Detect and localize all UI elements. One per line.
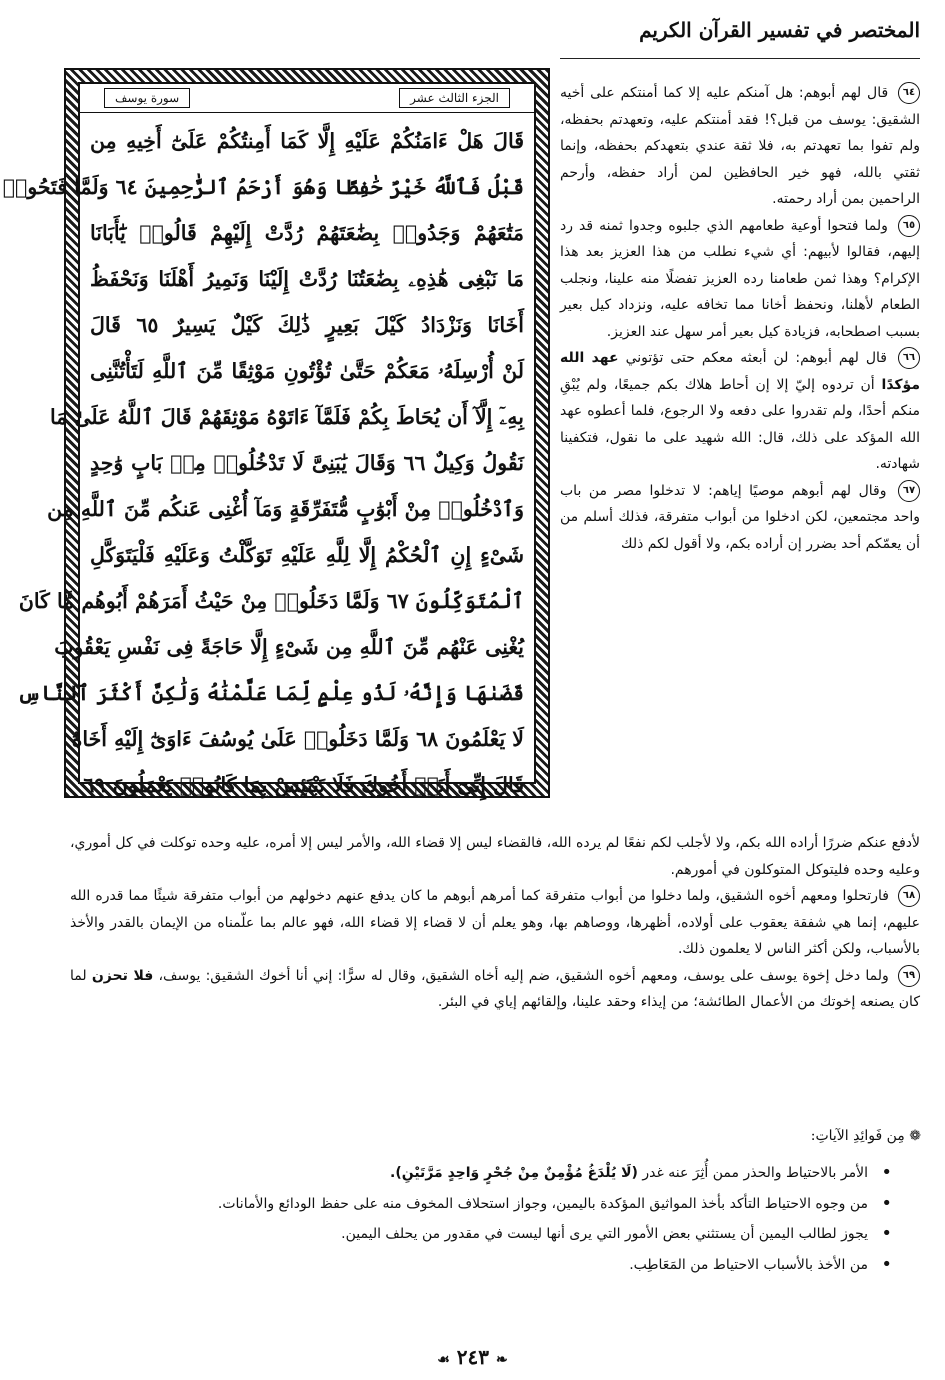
- commentary-text: ولما دخل إخوة يوسف على يوسف، ومعهم أخوه الشقيق، ضم إليه أخاه الشقيق، وقال له سرًّا: إني أنا أخوك الشقيق: يوسف،: [153, 967, 889, 984]
- commentary-full-width: [70, 830, 920, 1016]
- commentary-side-column: [560, 80, 920, 557]
- verse-line: قَالَ إِنِّىٓ أَنَا۠ أَخُوكَ فَلَا تَبْتَئِسْ بِمَا كَانُوا۟ يَعْمَلُونَ ٦٩: [83, 773, 524, 797]
- commentary-text: أن تردوه إليّ إلا إن أحاط هلاك بكم جميعًا، ولم يُبْقِ منكم أحدًا، ولم تقدروا على دفعه ولا الرجوع، فلما أعطوه عهد الله المؤكد على ذلك، قال: الله شهيد على ما نقول، فتكفينا شهادته.: [560, 376, 920, 472]
- commentary-text: وقال لهم أبوهم موصيًا إياهم: لا تدخلوا مصر من باب واحد مجتمعين، لكن ادخلوا من أبواب متفرقة، فذلك أسلم من أن يعمّكم أحد بضرر إن أراده بكم، ولا أقول لكم ذلك: [560, 482, 920, 552]
- frame-top-bar: [80, 84, 534, 113]
- benefit-text: من وجوه الاحتياط التأكد بأخذ المواثيق المؤكدة باليمين، وجواز استحلاف المخوف منه على حفظ الودائع والأمانات.: [217, 1195, 868, 1212]
- verse-line: مَا نَبْغِى هَٰذِهِۦ بِضَٰعَتُنَا رُدَّتْ إِلَيْنَا وَنَمِيرُ أَهْلَنَا وَنَحْفَظُ: [90, 267, 524, 291]
- commentary-text: ولما فتحوا أوعية طعامهم الذي جلبوه وجدوا ثمنه قد رد إليهم، فقالوا لأبيهم: أي شيء نطلب من هذا العزيز بعد هذا الإكرام؟ وهذا ثمن طعامنا رده العزيز تفضلًا منه علينا، ونجلب الطعام لأهلنا، ونحفظ أخانا مما تخافه عليه، ونزداد كيل بعير بسبب اصطحابه، فزيادة كيل بعير أمر سهل عند العزيز.: [560, 217, 920, 340]
- commentary-paragraph-64: [560, 80, 920, 213]
- book-title: المختصر في تفسير القرآن الكريم: [639, 18, 920, 42]
- ornament-icon: ❧: [496, 1352, 508, 1368]
- juz-label: الجزء الثالث عشر: [399, 88, 510, 108]
- commentary-paragraph-66: [560, 345, 920, 478]
- commentary-text: قال لهم أبوهم: هل آمنكم عليه إلا كما أمنتكم على أخيه الشقيق: يوسف من قبل؟! فقد أمنتكم عليه، وتعهدتم بحفظه، ولم تفوا بما تعهدتم به، فلا ثقة عندي بتعهدكم بحفظه، وإنما ثقتي بالله، فهو خير الحافظين لمن أراد حفظه، وأرحم الراحمين بمن أراد رحمته.: [560, 85, 920, 207]
- benefit-text: من الأخذ بالأسباب الاحتياط من المَعَاطِب.: [629, 1256, 868, 1273]
- ornament-icon: ☙: [437, 1352, 450, 1368]
- page-header: [560, 12, 920, 62]
- commentary-text: قال لهم أبوهم: لن أبعثه معكم حتى تؤتوني: [618, 350, 887, 366]
- benefits-heading-text: مِن فَوائِدِ الآياتِ:: [810, 1128, 905, 1144]
- verse-line: يُغْنِى عَنْهُم مِّنَ ٱللَّهِ مِن شَىْءٍ إِلَّا حَاجَةً فِى نَفْسِ يَعْقُوبَ: [54, 635, 524, 659]
- commentary-text: فارتحلوا ومعهم أخوه الشقيق، ولما دخلوا من أبواب متفرقة كما أمرهم أبوهم ما كان يدفع عنهم دخولهم من أبواب متفرقة شيئًا مما قدره الله عليهم، إنما هي شفقة يعقوب على أولاده، أظهرها، ووصاهم بها، وهو يعلم أن لا قضاء إلا قضاء الله، فهو عالم بما علّمناه من الإيمان بالقدر والأخذ بالأسباب، ولكن أكثر الناس لا يعلمون ذلك.: [70, 888, 920, 957]
- quran-frame-inner: [2, 82, 536, 797]
- benefit-item: [70, 1252, 896, 1279]
- benefit-quote: (لَا يُلْدَغُ مُؤْمِنٌ مِنْ جُحْرٍ وَاحِدٍ مَرَّتَيْنِ).: [390, 1165, 638, 1181]
- verse-line: قَالَ هَلْ ءَامَنُكُمْ عَلَيْهِ إِلَّا كَمَا أَمِنتُكُمْ عَلَىٰٓ أَخِيهِ مِن: [90, 129, 524, 153]
- benefits-list: [70, 1160, 896, 1282]
- benefit-item: [70, 1160, 896, 1187]
- verse-number-badge: ٦٨: [898, 885, 920, 907]
- benefit-item: [70, 1191, 896, 1218]
- page-number: ٢٤٣: [456, 1345, 490, 1369]
- surah-label: سورة يوسف: [104, 88, 190, 108]
- flower-icon: ❁: [909, 1128, 921, 1144]
- verse-line: نَقُولُ وَكِيلٌ ٦٦ وَقَالَ يَٰبَنِىَّ لَا تَدْخُلُوا۟ مِنۢ بَابٍ وَٰحِدٍ: [90, 451, 524, 475]
- header-divider: [560, 58, 920, 59]
- verse-line: لَا يَعْلَمُونَ ٦٨ وَلَمَّا دَخَلُوا۟ عَلَىٰ يُوسُفَ ءَاوَىٰٓ إِلَيْهِ أَخَاهُ: [71, 727, 524, 751]
- verse-number-badge: ٦٩: [898, 965, 920, 987]
- verse-line: مَتَٰعَهُمْ وَجَدُوا۟ بِضَٰعَتَهُمْ رُدَّتْ إِلَيْهِمْ قَالُوا۟ يَٰٓأَبَانَا: [90, 221, 524, 245]
- verse-line: ٱلْمُتَوَكِّلُونَ ٦٧ وَلَمَّا دَخَلُوا۟ مِنْ حَيْثُ أَمَرَهُمْ أَبُوهُم مَّا كَانَ: [18, 589, 524, 613]
- quran-frame: [2, 68, 550, 798]
- benefit-text: الأمر بالاحتياط والحذر ممن أُثِرَ عنه غدر: [637, 1165, 868, 1181]
- verse-line: أَخَانَا وَنَزْدَادُ كَيْلَ بَعِيرٍ ذَٰلِكَ كَيْلٌ يَسِيرٌ ٦٥ قَالَ: [90, 313, 524, 337]
- commentary-text: لما كان يصنعه إخوتك من الأعمال الطائشة؛ من إيذاء وحقد علينا، وإلقائهم إياي في البئر.: [70, 967, 920, 1010]
- verse-line: وَٱدْخُلُوا۟ مِنْ أَبْوَٰبٍ مُّتَفَرِّقَةٍ وَمَآ أُغْنِى عَنكُم مِّنَ ٱللَّهِ مِن: [47, 497, 524, 521]
- commentary-paragraph-67: [560, 478, 920, 558]
- benefits-heading: [811, 1128, 921, 1144]
- verse-number-badge: ٦٧: [898, 480, 920, 502]
- commentary-emphasis: فلا تحزن: [91, 967, 154, 984]
- verse-number-badge: ٦٤: [898, 82, 920, 104]
- quran-verses: [2, 118, 524, 797]
- verse-number-badge: ٦٥: [898, 215, 920, 237]
- verse-line: شَىْءٍ إِنِ ٱلْحُكْمُ إِلَّا لِلَّهِ عَلَيْهِ تَوَكَّلْتُ وَعَلَيْهِ فَلْيَتَوَكَّلِ: [90, 543, 524, 567]
- verse-number-badge: ٦٦: [898, 347, 920, 369]
- commentary-paragraph-69: [70, 963, 920, 1016]
- verse-line: قَضَىٰهَا وَإِنَّهُۥ لَذُو عِلْمٍ لِّمَا عَلَّمْنَٰهُ وَلَٰكِنَّ أَكْثَرَ ٱلنَّاسِ: [17, 681, 524, 705]
- commentary-paragraph-65: [560, 213, 920, 346]
- verse-line: لَنْ أُرْسِلَهُۥ مَعَكُمْ حَتَّىٰ تُؤْتُونِ مَوْثِقًا مِّنَ ٱللَّهِ لَتَأْتُنَّنِى: [90, 359, 524, 383]
- commentary-paragraph-67-continued: لأدفع عنكم ضررًا أراده الله بكم، ولا لأجلب لكم نفعًا لم يرده الله، فالقضاء ليس إلا قضاء الله، والأمر ليس إلا أمره، عليه وحده توكلت في كل أموري، وعليه وحده فليتوكل المتوكلون في أمورهم.: [70, 835, 920, 878]
- commentary-paragraph-68: [70, 883, 920, 963]
- page-footer: [0, 1345, 945, 1369]
- verse-line: قَبْلُ فَٱللَّهُ خَيْرٌ حَٰفِظًا وَهُوَ أَرْحَمُ ٱلرَّٰحِمِينَ ٦٤ وَلَمَّا فَتَحُوا۟: [2, 175, 524, 199]
- commentary-emphasis: عهد الله مؤكدًا: [560, 350, 920, 393]
- benefit-item: [70, 1221, 896, 1248]
- benefit-text: يجوز لطالب اليمين أن يستثني بعض الأمور التي يرى أنها ليست في مقدور من يحلف اليمين.: [341, 1226, 868, 1242]
- verse-line: بِهِۦٓ إِلَّآ أَن يُحَاطَ بِكُمْ فَلَمَّآ ءَاتَوْهُ مَوْثِقَهُمْ قَالَ ٱللَّهُ عَلَىٰ مَا: [49, 405, 524, 429]
